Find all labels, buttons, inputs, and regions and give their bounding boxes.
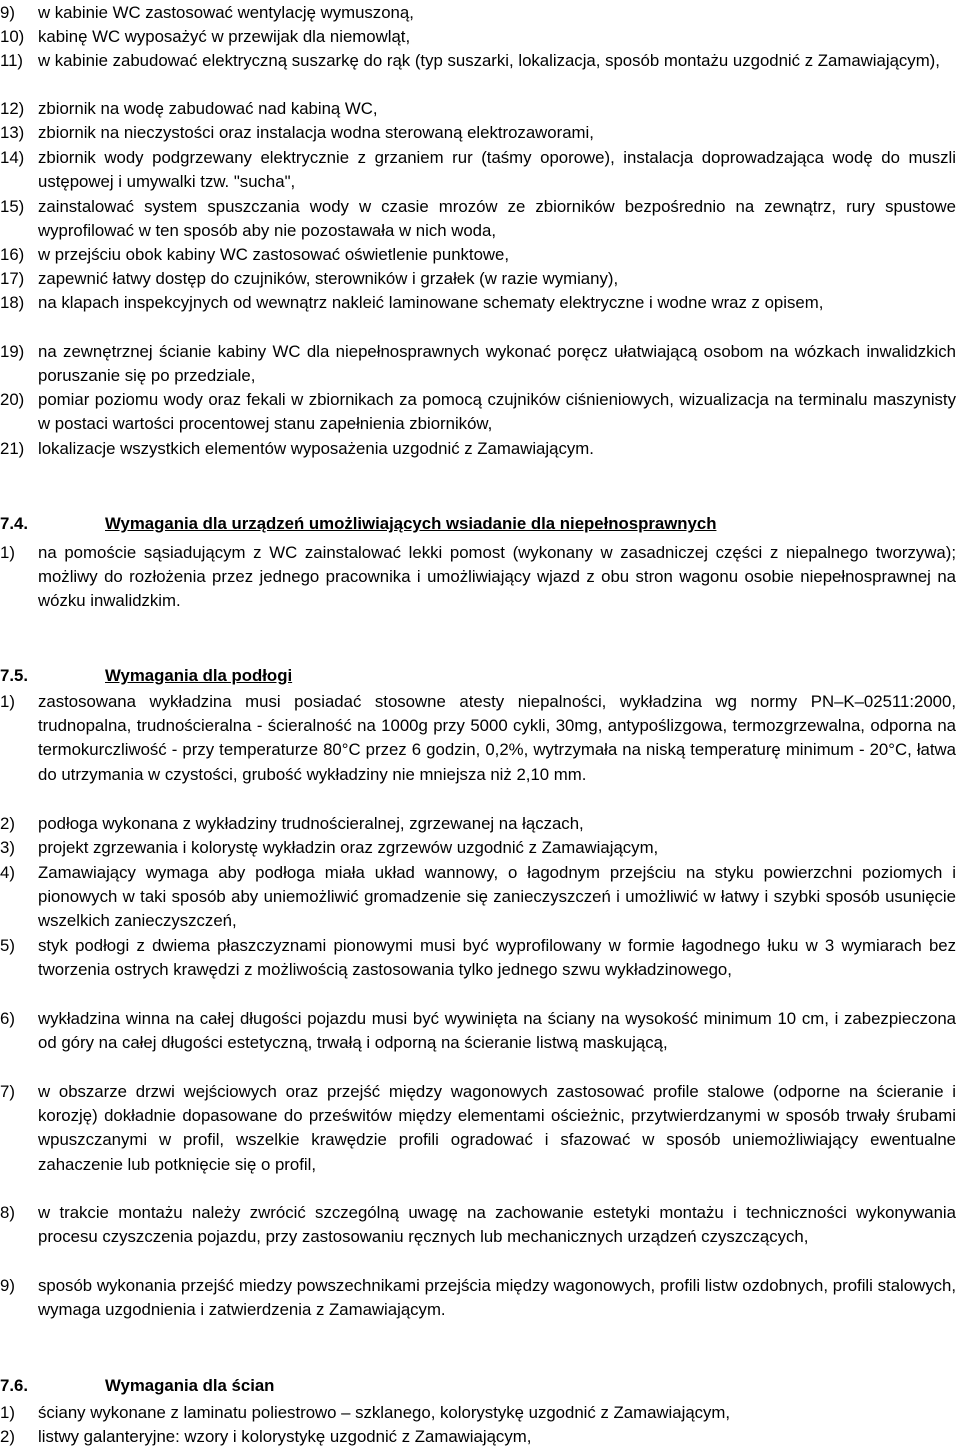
list-item-text: zapewnić łatwy dostęp do czujników, sterowników i grzałek (w razie wymiany),: [38, 269, 619, 288]
list-item: [0, 267, 956, 291]
list-item-text: zbiornik na wodę zabudować nad kabiną WC,: [38, 99, 378, 118]
list-item: [0, 388, 956, 436]
list-item-text: kabinę WC wyposażyć w przewijak dla niemowląt,: [38, 27, 411, 46]
list-item-text: w trakcie montażu należy zwrócić szczególną uwagę na zachowanie estetyki montażu i techniczności wykonywania procesu czyszczenia pojazdu, przy zastosowaniu ręcznych lub mechanicznych urządzeń czyszczących,: [38, 1203, 956, 1247]
list-item-number: 12): [0, 99, 25, 118]
list-item-text: na klapach inspekcyjnych od wewnątrz nakleić laminowane schematy elektryczne i wodne wraz z opisem,: [38, 293, 824, 312]
list-item-number: 2): [0, 814, 15, 833]
list-item-text: projekt zgrzewania i kolorystę wykładzin oraz zgrzewów uzgodnić z Zamawiającym,: [38, 838, 659, 857]
list-item-number: 1): [0, 692, 15, 711]
list-item-text: wykładzina winna na całej długości pojazdu musi być wywinięta na ściany na wysokość minimum 10 cm, i zabezpieczona od góry na całej długości estetyczną, trwałą i odporną na ścieranie listwą maskującą,: [38, 1009, 956, 1053]
list-item: [0, 1274, 956, 1322]
list-item-number: 10): [0, 27, 25, 46]
list-item-text: w przejściu obok kabiny WC zastosować oświetlenie punktowe,: [38, 245, 510, 264]
list-item-number: 1): [0, 543, 15, 562]
section-heading: [0, 1374, 956, 1398]
list-item-text: Zamawiający wymaga aby podłoga miała układ wannowy, o łagodnym przejściu na styku powierzchni poziomych i pionowych w taki sposób aby uniemożliwić gromadzenie się zanieczyszczeń i umożliwić w łatwy i szybki sposób usunięcie wszelkich zanieczyszczeń,: [38, 863, 956, 931]
list-item: [0, 97, 956, 121]
list-item: [0, 861, 956, 934]
list-item-number: 9): [0, 3, 15, 22]
list-item: [0, 121, 956, 145]
list-item-text: zbiornik na nieczystości oraz instalacja wodna sterowaną elektrozaworami,: [38, 123, 594, 142]
section-title: Wymagania dla urządzeń umożliwiających wsiadanie dla niepełnosprawnych: [105, 514, 717, 533]
list-item-number: 13): [0, 123, 25, 142]
list-item-number: 2): [0, 1427, 15, 1446]
list-item-number: 20): [0, 390, 25, 409]
section-heading: [0, 512, 956, 536]
list-item-number: 17): [0, 269, 25, 288]
list-item-text: zbiornik wody podgrzewany elektrycznie z grzaniem rur (taśmy oporowe), instalacja doprowadzająca wodę do muszli ustępowej i umywalki tzw. "sucha",: [38, 148, 956, 192]
list-item-text: w kabinie zabudować elektryczną suszarkę do rąk (typ suszarki, lokalizacja, sposób montażu uzgodnić z Zamawiającym),: [38, 51, 940, 70]
list-item: [0, 243, 956, 267]
list-item-text: na zewnętrznej ścianie kabiny WC dla niepełnosprawnych wykonać poręcz ułatwiającą osobom na wózkach inwalidzkich poruszanie się po przedziale,: [38, 342, 956, 386]
list-item-number: 9): [0, 1276, 15, 1295]
list-item-number: 5): [0, 936, 15, 955]
list-item-text: na pomoście sąsiadującym z WC zainstalować lekki pomost (wykonany w zasadniczej części z niepalnego tworzywa); możliwy do rozłożenia przez jednego pracownika i umożliwiający wjazd z obu stron wagonu osobie niepełnosprawnej na wózku inwalidzkim.: [38, 543, 956, 611]
list-item: [0, 1201, 956, 1249]
list-item: [0, 291, 956, 315]
list-item-text: styk podłogi z dwiema płaszczyznami pionowymi musi być wyprofilowany w formie łagodnego łuku w 3 wymiarach bez tworzenia ostrych krawędzi z możliwością zastosowania tylko jednego szwu wykładzinowego,: [38, 936, 956, 980]
list-item-text: lokalizacje wszystkich elementów wyposażenia uzgodnić z Zamawiającym.: [38, 439, 594, 458]
list-item-number: 14): [0, 148, 25, 167]
section-title: Wymagania dla podłogi: [105, 666, 293, 685]
list-item-number: 7): [0, 1082, 15, 1101]
list-item: [0, 195, 956, 243]
list-item: [0, 49, 956, 73]
list-item-text: pomiar poziomu wody oraz fekali w zbiornikach za pomocą czujników ciśnieniowych, wizualizacja na terminalu maszynisty w postaci wartości procentowej stanu zapełnienia zbiorników,: [38, 390, 956, 434]
list-item-text: w obszarze drzwi wejściowych oraz przejść między wagonowych zastosować profile stalowe (odporne na ścieranie i korozję) dokładnie dopasowane do prześwitów między elementami ościeżnic, przytwierdzanymi w sposób trwały śrubami wpuszczanymi w profil, wszelkie krawędzie profili ogradować i sfazować w sposób uniemożliwiający ewentualne zahaczenie lub potknięcie się o profil,: [38, 1082, 956, 1174]
list-item: [0, 934, 956, 982]
list-item-text: podłoga wykonana z wykładziny trudnościeralnej, zgrzewanej na łączach,: [38, 814, 584, 833]
list-item-number: 4): [0, 863, 15, 882]
list-item-number: 8): [0, 1203, 15, 1222]
section-number: 7.5.: [0, 666, 28, 685]
list-item: [0, 340, 956, 388]
list-item-text: sposób wykonania przejść miedzy powszechnikami przejścia między wagonowych, profili listw ozdobnych, profili stalowych, wymaga uzgodnienia i zatwierdzenia z Zamawiającym.: [38, 1276, 956, 1320]
list-item-text: w kabinie WC zastosować wentylację wymuszoną,: [38, 3, 414, 22]
list-item: [0, 1007, 956, 1055]
list-item-number: 6): [0, 1009, 15, 1028]
list-item-text: ściany wykonane z laminatu poliestrowo – szklanego, kolorystykę uzgodnić z Zamawiającym,: [38, 1403, 731, 1422]
list-item-number: 15): [0, 197, 25, 216]
list-item: [0, 146, 956, 194]
list-item-number: 18): [0, 293, 25, 312]
list-item: [0, 836, 956, 860]
list-item-number: 11): [0, 51, 24, 70]
section-heading: [0, 664, 956, 688]
list-item: [0, 1401, 956, 1425]
list-item: [0, 1080, 956, 1177]
list-item: [0, 1425, 956, 1449]
list-item: [0, 690, 956, 787]
list-item: [0, 25, 956, 49]
list-item: [0, 812, 956, 836]
list-item-number: 19): [0, 342, 25, 361]
list-item-text: listwy galanteryjne: wzory i kolorystykę uzgodnić z Zamawiającym,: [38, 1427, 532, 1446]
list-item-number: 1): [0, 1403, 15, 1422]
list-item-text: zastosowana wykładzina musi posiadać stosowne atesty niepalności, wykładzina wg normy PN–K–02511:2000, trudnopalna, trudnościeralna - ścieralność na 1000g przy 5000 cykli, 30mg, antypoślizgowa, termozgrzewalna, odporna na termokurczliwość - przy temperaturze 80°C przez 6 godzin, 0,2%, wytrzymała na niską temperaturę minimum - 20°C, łatwa do utrzymania w czystości, grubość wykładziny nie mniejsza niż 2,10 mm.: [38, 692, 956, 784]
section-title: Wymagania dla ścian: [105, 1376, 275, 1395]
section-number: 7.4.: [0, 514, 28, 533]
list-item: [0, 541, 956, 614]
list-item-number: 3): [0, 838, 15, 857]
list-item-number: 16): [0, 245, 25, 264]
list-item: [0, 437, 956, 461]
list-item: [0, 1, 956, 25]
list-item-number: 21): [0, 439, 25, 458]
section-number: 7.6.: [0, 1376, 28, 1395]
list-item-text: zainstalować system spuszczania wody w czasie mrozów ze zbiorników bezpośrednio na zewnątrz, rury spustowe wyprofilować w ten sposób aby nie pozostawała w nich woda,: [38, 197, 956, 241]
